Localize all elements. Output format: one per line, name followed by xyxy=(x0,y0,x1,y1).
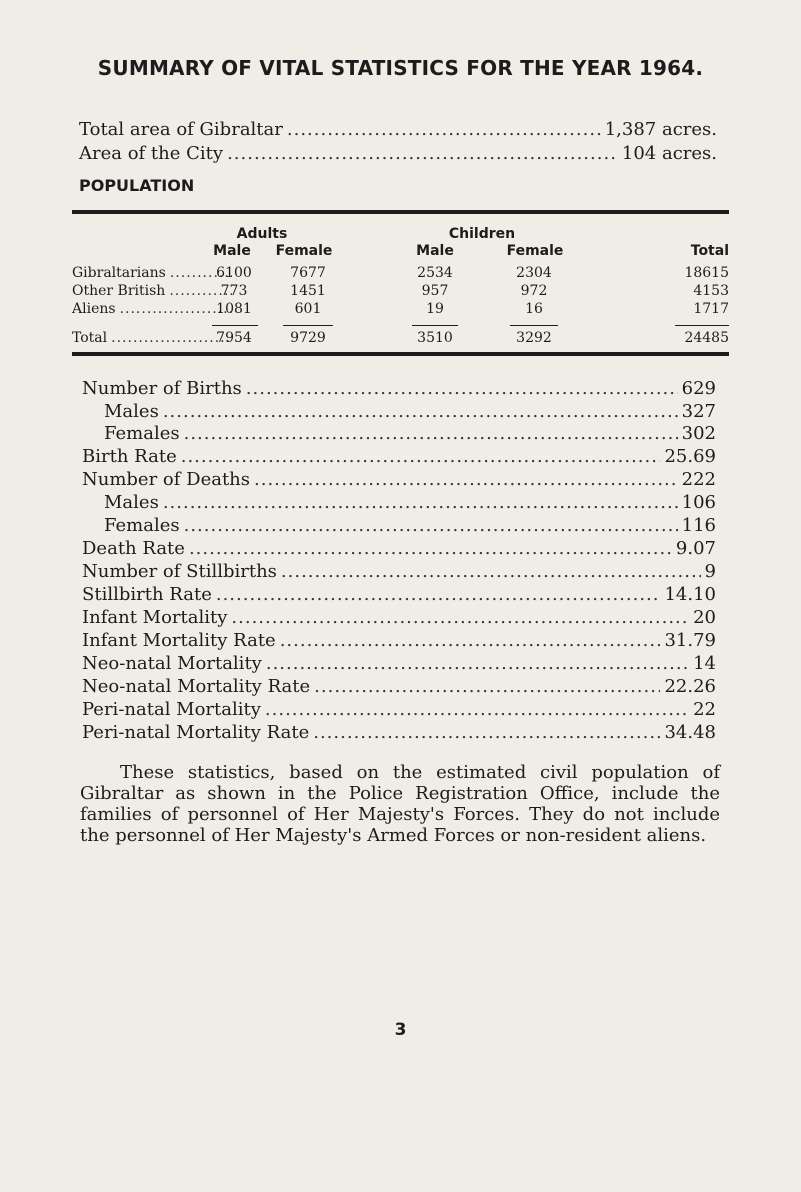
cell-child-female: 3292 xyxy=(516,330,552,346)
header-adults: Adults xyxy=(236,226,288,242)
dot-leader xyxy=(163,401,678,422)
cell-adult-female: 601 xyxy=(294,301,322,317)
cell-child-male: 3510 xyxy=(417,330,453,346)
dot-leader xyxy=(181,446,661,467)
table-bottom-rule xyxy=(72,352,729,356)
table-top-rule xyxy=(72,210,729,214)
area-row-city xyxy=(79,143,717,167)
stat-row-deaths-females: Females ..... 116 xyxy=(82,515,716,537)
dot-leader xyxy=(254,469,678,490)
cell-total: 1717 xyxy=(693,301,729,317)
stat-row-neonatal-mortality-rate: Neo-natal Mortality Rate ..... 22.26 xyxy=(82,676,716,698)
dot-leader xyxy=(231,607,689,628)
row-label: Aliens ..... xyxy=(72,301,232,317)
cell-adult-male: 773 xyxy=(220,283,248,299)
cell-total: 4153 xyxy=(693,283,729,299)
dot-leader xyxy=(216,584,661,605)
stat-row-deaths-males: Males ..... 106 xyxy=(82,492,716,514)
cell-adult-male: 6100 xyxy=(216,265,252,281)
stat-row-stillbirth-rate: Stillbirth Rate ..... 14.10 xyxy=(82,584,716,606)
stat-row-deaths: Number of Deaths ..... 222 xyxy=(82,469,716,491)
stat-row-stillbirths: Number of Stillbirths ..... 9 xyxy=(82,561,716,583)
dot-leader xyxy=(281,561,701,582)
stat-row-infant-mortality-rate: Infant Mortality Rate ..... 31.79 xyxy=(82,630,716,652)
cell-adult-female: 1451 xyxy=(290,283,326,299)
cell-adult-female: 7677 xyxy=(290,265,326,281)
area-label: Area of the City xyxy=(79,143,224,164)
cell-child-female: 16 xyxy=(525,301,543,317)
stat-row-births-males: Males ..... 327 xyxy=(82,401,716,423)
cell-child-female: 2304 xyxy=(516,265,552,281)
cell-total: 18615 xyxy=(684,265,729,281)
dot-leader xyxy=(246,378,678,399)
area-value: 104 acres. xyxy=(621,143,717,164)
subtotal-rule xyxy=(675,325,729,326)
page-number: 3 xyxy=(394,1020,407,1040)
stat-row-death-rate: Death Rate ..... 9.07 xyxy=(82,538,716,560)
dot-leader xyxy=(314,676,660,697)
header-children: Children xyxy=(448,226,516,242)
explanatory-note xyxy=(80,762,720,846)
page-title: SUMMARY OF VITAL STATISTICS FOR THE YEAR 1964. xyxy=(97,56,704,80)
dot-leader xyxy=(313,722,660,743)
header-child-male: Male xyxy=(416,243,454,259)
dot-leader xyxy=(266,653,689,674)
stat-row-infant-mortality: Infant Mortality ..... 20 xyxy=(82,607,716,629)
population-heading: POPULATION xyxy=(79,176,195,195)
dot-leader xyxy=(184,515,678,536)
cell-total: 24485 xyxy=(684,330,729,346)
dot-leader xyxy=(163,492,678,513)
area-row-total xyxy=(79,119,717,143)
cell-child-male: 957 xyxy=(421,283,449,299)
stat-row-births-females: Females ..... 302 xyxy=(82,423,716,445)
subtotal-rule xyxy=(412,325,458,326)
cell-adult-male: 7954 xyxy=(216,330,252,346)
header-adult-male: Male xyxy=(213,243,251,259)
note-text: These statistics, based on the estimated civil population of Gibraltar as shown in the Police Registration Office, include the families of personnel of Her Majesty's Forces. They do not include the personnel of Her Majesty's Armed Forces or non-resident aliens. xyxy=(80,762,720,846)
subtotal-rule xyxy=(212,325,258,326)
stat-row-perinatal-mortality: Peri-natal Mortality ..... 22 xyxy=(82,699,716,721)
dot-leader xyxy=(227,143,618,164)
cell-child-female: 972 xyxy=(520,283,548,299)
stat-row-births: Number of Births ..... 629 xyxy=(82,378,716,400)
header-adult-female: Female xyxy=(275,243,333,259)
dot-leader xyxy=(189,538,672,559)
header-child-female: Female xyxy=(506,243,564,259)
subtotal-rule xyxy=(510,325,558,326)
cell-child-male: 2534 xyxy=(417,265,453,281)
row-label: Other British ..... xyxy=(72,283,232,299)
stat-row-perinatal-mortality-rate: Peri-natal Mortality Rate ..... 34.48 xyxy=(82,722,716,744)
stat-row-birth-rate: Birth Rate ..... 25.69 xyxy=(82,446,716,468)
row-label: Total ..... xyxy=(72,330,232,346)
row-label: Gibraltarians ..... xyxy=(72,265,232,281)
header-total: Total xyxy=(690,243,729,259)
cell-adult-female: 9729 xyxy=(290,330,326,346)
stat-row-neonatal-mortality: Neo-natal Mortality ..... 14 xyxy=(82,653,716,675)
area-value: 1,387 acres. xyxy=(604,119,717,140)
dot-leader xyxy=(280,630,661,651)
subtotal-rule xyxy=(283,325,333,326)
dot-leader xyxy=(184,423,678,444)
area-label: Total area of Gibraltar xyxy=(79,119,283,140)
dot-leader xyxy=(265,699,689,720)
cell-child-male: 19 xyxy=(426,301,444,317)
dot-leader xyxy=(287,119,601,140)
cell-adult-male: 1081 xyxy=(216,301,252,317)
